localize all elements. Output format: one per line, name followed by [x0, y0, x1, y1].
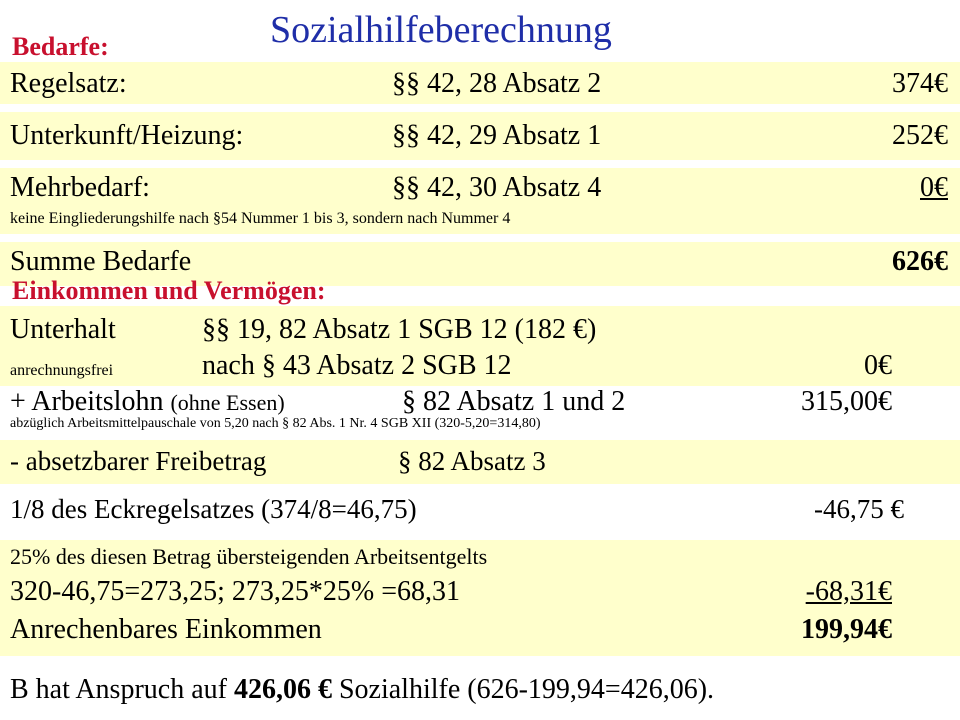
unterkunft-law: §§ 42, 29 Absatz 1	[392, 120, 602, 151]
prozent-label: 25% des diesen Betrag übersteigenden Arbeitsentgelts	[10, 544, 488, 569]
arbeitslohn-law: § 82 Absatz 1 und 2	[402, 386, 626, 417]
arbeitslohn-note: abzüglich Arbeitsmittelpauschale von 5,20 nach § 82 Abs. 1 Nr. 4 SGB XII (320-5,20=314,80)	[10, 416, 541, 431]
section-heading-bedarfe: Bedarfe:	[12, 32, 109, 61]
regelsatz-amount: 374€	[892, 68, 948, 99]
unterkunft-label: Unterkunft/Heizung:	[10, 120, 244, 151]
arbeitslohn-paren: (ohne Essen)	[170, 390, 285, 415]
result-prefix: B hat Anspruch auf	[10, 674, 227, 705]
result-suffix: Sozialhilfe (626-199,94=426,06).	[338, 674, 715, 705]
mehrbedarf-amount: 0€	[920, 172, 948, 203]
page-title: Sozialhilfeberechnung	[270, 9, 612, 51]
arbeitslohn-amount: 315,00€	[801, 386, 892, 417]
arbeitslohn-text: + Arbeitslohn	[10, 386, 164, 417]
freibetrag-law: § 82 Absatz 3	[398, 446, 546, 476]
anrechnungsfrei-text: nach § 43 Absatz 2 SGB 12	[202, 350, 512, 381]
result-sentence	[10, 674, 714, 706]
unterkunft-amount: 252€	[892, 120, 948, 151]
mehrbedarf-law: §§ 42, 30 Absatz 4	[392, 172, 602, 203]
mehrbedarf-label: Mehrbedarf:	[10, 172, 150, 203]
summe-bedarfe-amount: 626€	[892, 246, 948, 277]
result-amount: 426,06 €	[233, 674, 332, 705]
prozent-amount: -68,31€	[805, 576, 892, 607]
unterhalt-label: Unterhalt	[10, 314, 116, 345]
freibetrag-label: - absetzbarer Freibetrag	[10, 446, 267, 476]
regelsatz-label: Regelsatz:	[10, 68, 127, 99]
anrechnungsfrei-amount: 0€	[864, 350, 892, 381]
regelsatz-law: §§ 42, 28 Absatz 2	[392, 68, 602, 99]
prozent-calc: 320-46,75=273,25; 273,25*25% =68,31	[10, 576, 461, 607]
anrechnungsfrei-small: anrechnungsfrei	[10, 362, 114, 379]
unterhalt-law: §§ 19, 82 Absatz 1 SGB 12 (182 €)	[202, 314, 597, 345]
anrechenbar-label: Anrechenbares Einkommen	[10, 614, 322, 645]
section-heading-einkommen: Einkommen und Vermögen:	[12, 276, 326, 305]
achtel-amount: -46,75 €	[814, 494, 904, 524]
mehrbedarf-note: keine Eingliederungshilfe nach §54 Nummer 1 bis 3, sondern nach Nummer 4	[10, 210, 511, 227]
anrechenbar-amount: 199,94€	[801, 614, 892, 645]
achtel-label: 1/8 des Eckregelsatzes (374/8=46,75)	[10, 494, 417, 524]
arbeitslohn-label	[10, 386, 285, 418]
summe-bedarfe-label: Summe Bedarfe	[10, 246, 192, 277]
